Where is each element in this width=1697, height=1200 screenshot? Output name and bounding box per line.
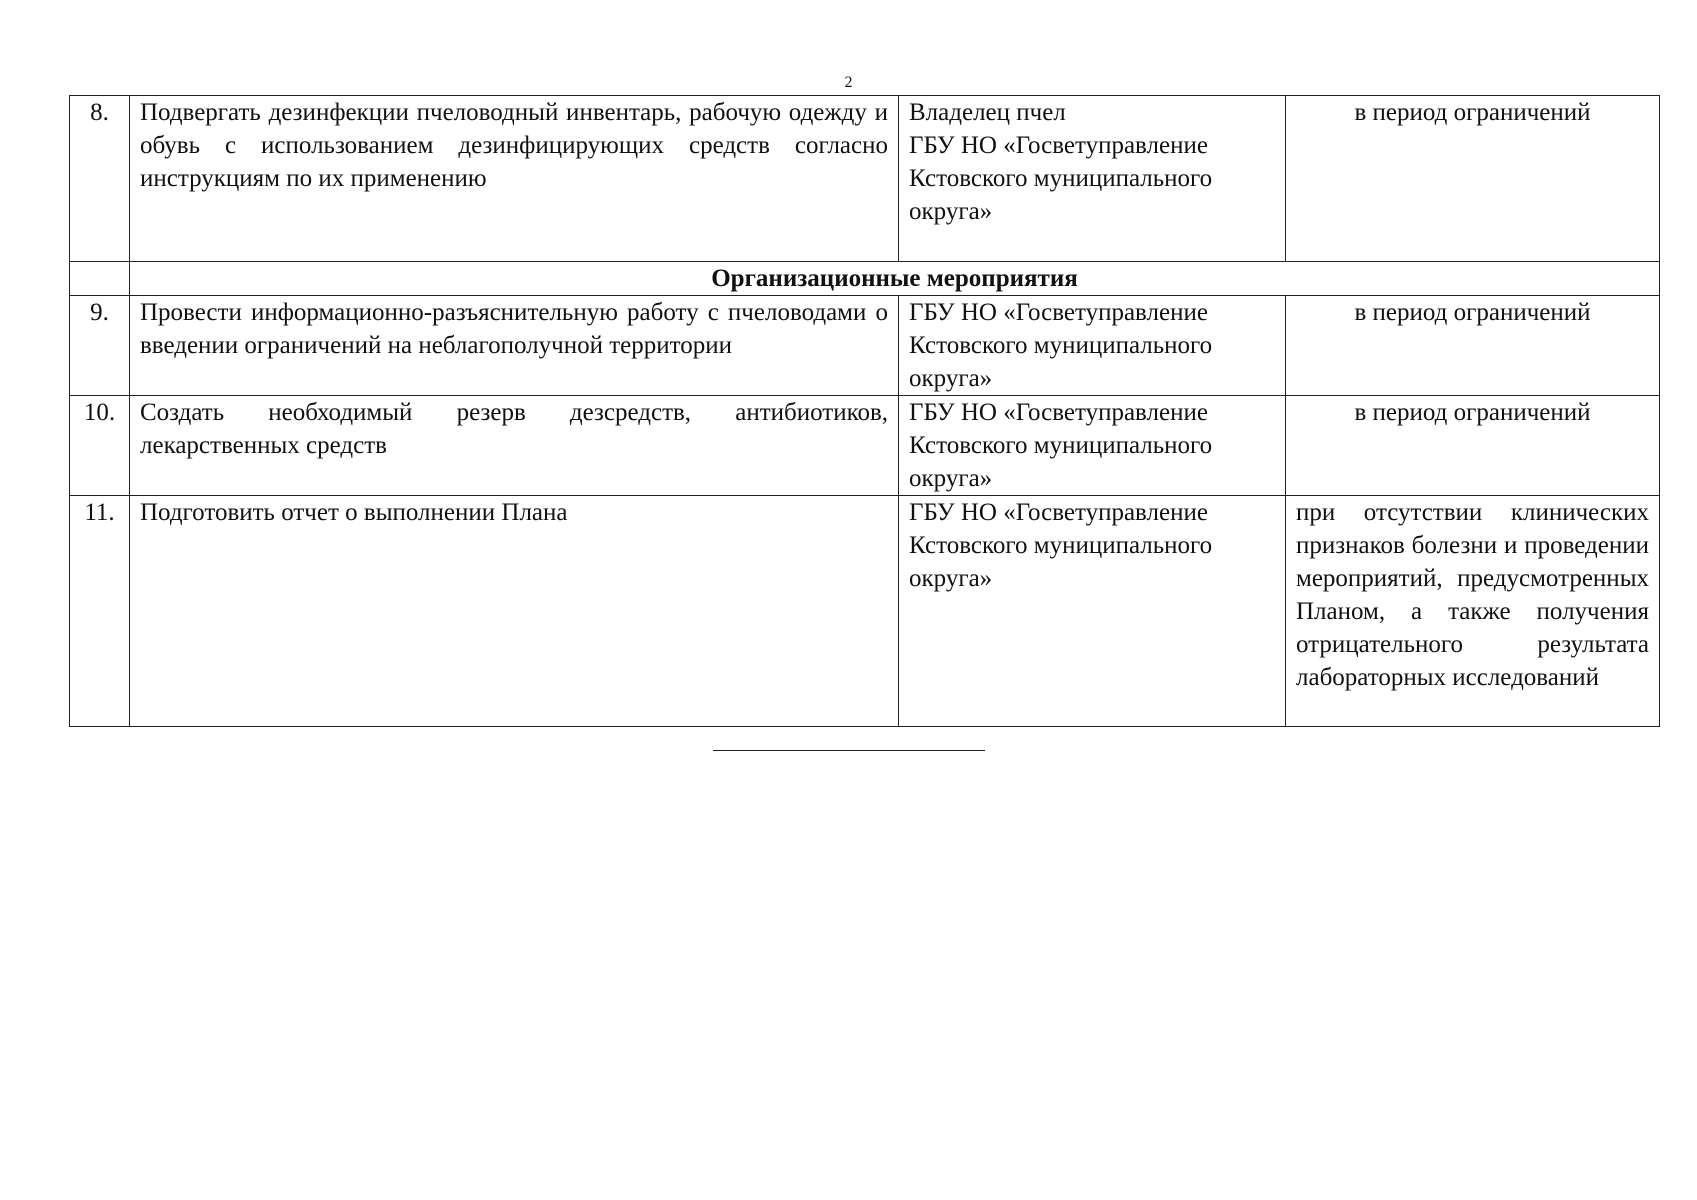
responsible-line: ГБУ НО «Госветуправление: [909, 132, 1208, 159]
row-number: 9.: [70, 296, 130, 396]
responsible-line: Кстовского муниципального: [909, 432, 1213, 459]
measure-text: Создать необходимый резерв дезсредств, антибиотиков, лекарственных средств: [130, 396, 899, 496]
plan-table: [69, 95, 1660, 727]
responsible-line: Кстовского муниципального: [909, 332, 1213, 359]
end-of-document-rule: [713, 750, 985, 751]
table-row: [70, 296, 1660, 396]
empty-cell: [70, 262, 130, 296]
responsible-line: округа»: [909, 365, 993, 392]
measure-text: Провести информационно-разъяснительную работу с пчеловодами о введении ограничений на неблагополучной территории: [130, 296, 899, 396]
responsible-line: ГБУ НО «Госветуправление: [909, 299, 1208, 326]
responsible-cell: [899, 296, 1286, 396]
table-row: [70, 496, 1660, 727]
responsible-line: округа»: [909, 565, 993, 592]
responsible-cell: [899, 96, 1286, 262]
period-text: в период ограничений: [1286, 296, 1660, 396]
responsible-cell: [899, 396, 1286, 496]
responsible-line: Кстовского муниципального: [909, 165, 1213, 192]
measure-text: Подготовить отчет о выполнении Плана: [130, 496, 899, 727]
period-text: в период ограничений: [1286, 396, 1660, 496]
responsible-line: округа»: [909, 465, 993, 492]
page-number: 2: [844, 74, 853, 91]
responsible-line: ГБУ НО «Госветуправление: [909, 399, 1208, 426]
row-number: 10.: [70, 396, 130, 496]
responsible-line: ГБУ НО «Госветуправление: [909, 499, 1208, 526]
table-row: [70, 396, 1660, 496]
period-text: в период ограничений: [1286, 96, 1660, 262]
section-heading: Организационные мероприятия: [130, 262, 1660, 296]
row-number: 8.: [70, 96, 130, 262]
measure-text: Подвергать дезинфекции пчеловодный инвентарь, рабочую одежду и обувь с использованием дезинфицирующих средств согласно инструкциям по их применению: [130, 96, 899, 262]
responsible-cell: [899, 496, 1286, 727]
row-number: 11.: [70, 496, 130, 727]
responsible-line: Кстовского муниципального: [909, 532, 1213, 559]
period-text: при отсутствии клинических признаков болезни и проведении мероприятий, предусмотренных Планом, а также получения отрицательного результата лабораторных исследований: [1286, 496, 1660, 727]
responsible-line: Владелец пчел: [909, 99, 1066, 126]
responsible-line: округа»: [909, 198, 993, 225]
table-row: [70, 96, 1660, 262]
table-row: [70, 262, 1660, 296]
